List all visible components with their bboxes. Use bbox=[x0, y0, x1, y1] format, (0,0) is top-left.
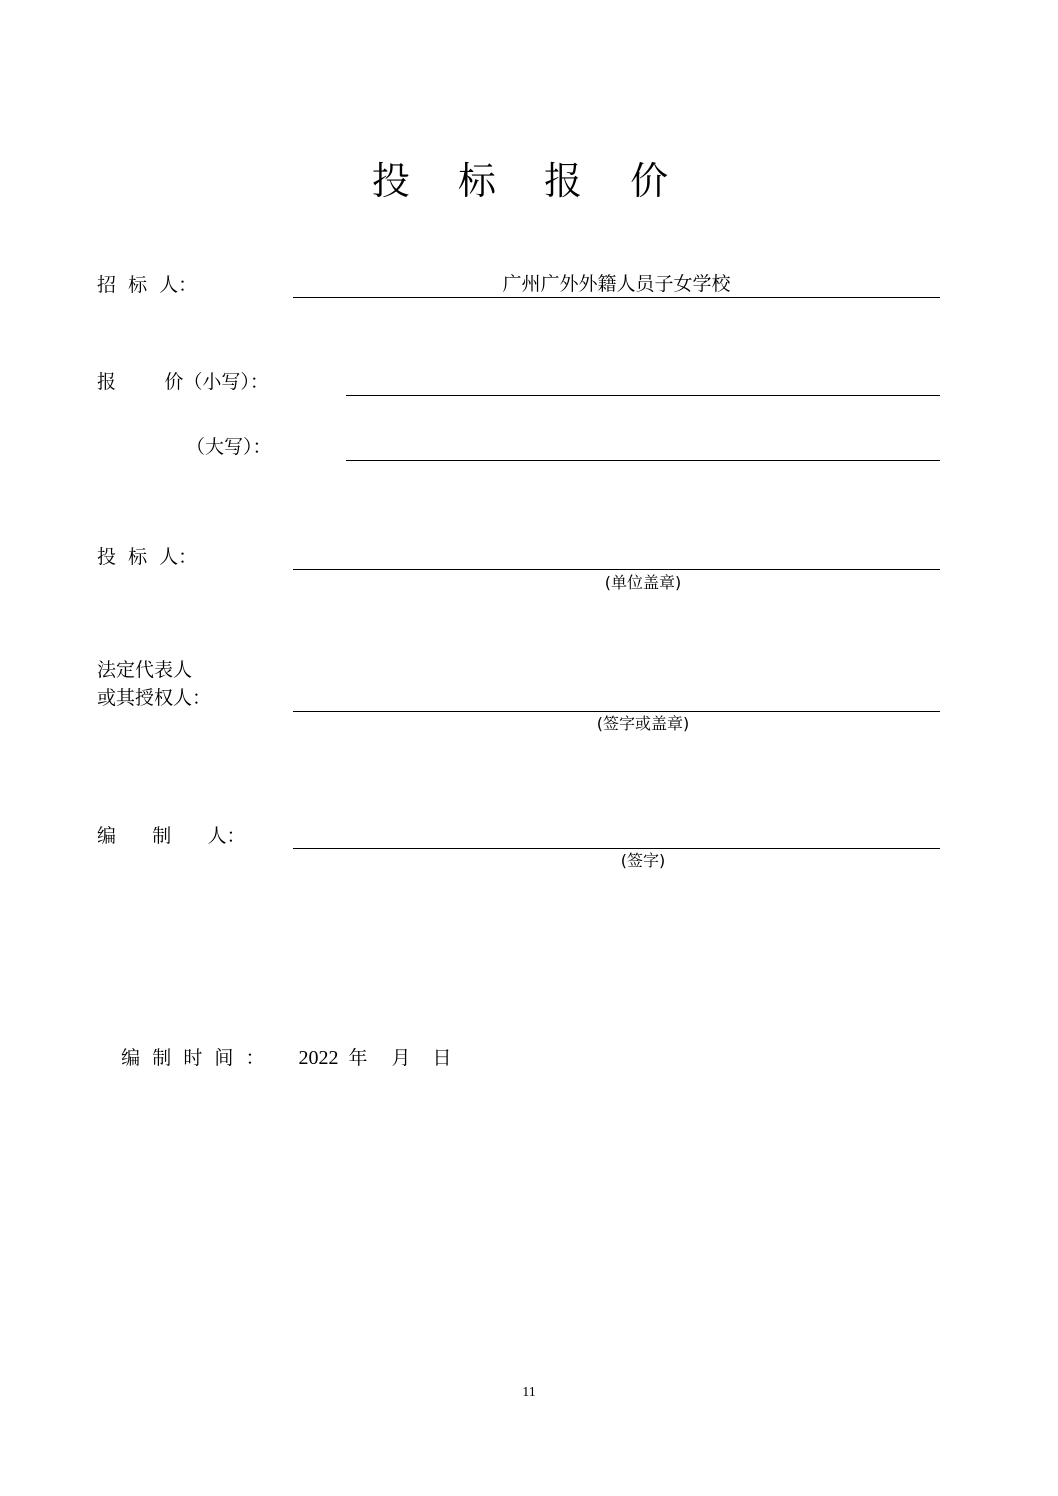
price-lower-field[interactable] bbox=[346, 395, 940, 396]
price-upper-label: （大写）： bbox=[186, 436, 272, 458]
compile-date-day-unit: 日 bbox=[432, 1047, 452, 1069]
compiler-field[interactable] bbox=[293, 848, 940, 849]
bidder-label: 投 标 人： bbox=[97, 546, 198, 568]
legal-rep-field[interactable] bbox=[293, 711, 940, 712]
bidder-field[interactable] bbox=[293, 569, 940, 570]
compiler-label: 编 制 人： bbox=[97, 825, 246, 847]
legal-rep-sign-hint: (签字或盖章) bbox=[596, 714, 690, 733]
page-title: 投 标 报 价 bbox=[371, 159, 687, 203]
compile-date-month-unit: 月 bbox=[391, 1047, 411, 1069]
compile-date-year-unit: 年 bbox=[348, 1047, 368, 1069]
compile-date-year: 2022 bbox=[298, 1047, 339, 1069]
tenderer-underline bbox=[293, 297, 940, 298]
tenderer-value: 广州广外外籍人员子女学校 bbox=[502, 273, 731, 295]
tenderer-label: 招 标 人： bbox=[97, 274, 198, 296]
compiler-sign-hint: (签字) bbox=[620, 851, 666, 870]
bidder-stamp-hint: (单位盖章) bbox=[604, 573, 682, 592]
price-upper-field[interactable] bbox=[346, 460, 940, 461]
page-number: 11 bbox=[522, 1385, 536, 1400]
price-lower-label: 报 价（小写）： bbox=[97, 371, 269, 393]
legal-rep-label-line1: 法定代表人 bbox=[97, 659, 193, 681]
compile-date-label: 编 制 时 间 ： bbox=[121, 1047, 265, 1069]
legal-rep-label-line2: 或其授权人： bbox=[97, 687, 212, 709]
compile-date-row bbox=[97, 1016, 452, 1100]
